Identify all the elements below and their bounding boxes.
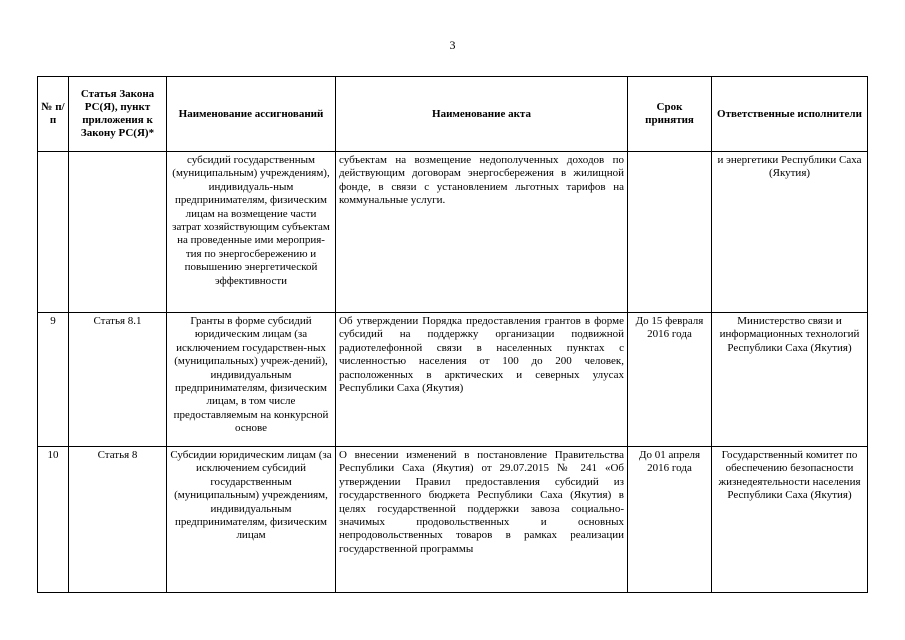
acts-table: [37, 76, 868, 593]
cell-term: До 15 февраля 2016 года: [628, 313, 712, 447]
cell-num: 9: [38, 313, 69, 447]
table-row: [38, 152, 868, 313]
header-name: Наименование ассигнований: [167, 77, 336, 152]
cell-resp: и энергетики Республики Саха (Якутия): [712, 152, 868, 313]
cell-article: [69, 152, 167, 313]
cell-act: О внесении изменений в постановление Правительства Республики Саха (Якутия) от 29.07.2015 № 241 «Об утверждении Правил предоставления субсидий из государственного бюджета Республики Саха (Якутия) в целях государственной поддержки завоза социально-значимых продовольственных и основных непродовольственных товаров в рамках реализации государственной программы: [336, 447, 628, 593]
cell-act: субъектам на возмещение недополученных доходов по действующим договорам энергосбережения в жилищной фонде, в связи с установлением льготных тарифов на коммунальные услуги.: [336, 152, 628, 313]
page-number: 3: [449, 38, 456, 52]
cell-name: субсидий государственным (муниципальным) учреждениям), индивидуаль-ным предпринимателям, физическим лицам на возмещение части затрат хозяйствующим субъектам на проведенные ими мероприя-тия по энергосбережению и повышению энергетической эффективности: [167, 152, 336, 313]
cell-article: Статья 8: [69, 447, 167, 593]
cell-resp: Государственный комитет по обеспечению безопасности жизнедеятельности населения Республики Саха (Якутия): [712, 447, 868, 593]
table-row: [38, 447, 868, 593]
cell-term: [628, 152, 712, 313]
table-header-row: [38, 77, 868, 152]
header-article: Статья Закона РС(Я), пункт приложения к Закону РС(Я)*: [69, 77, 167, 152]
table-row: [38, 313, 868, 447]
cell-article: Статья 8.1: [69, 313, 167, 447]
cell-term: До 01 апреля 2016 года: [628, 447, 712, 593]
cell-act: Об утверждении Порядка предоставления грантов в форме субсидий на поддержку организации подвижной радиотелефонной связи в населенных пунктах с численностью населения от 100 до 200 человек, расположенных в арктических и северных улусах Республики Саха (Якутия): [336, 313, 628, 447]
cell-name: Субсидии юридическим лицам (за исключением субсидий государственным (муниципальным) учреждениям, индивидуальным предпринимателям, физическим лицам: [167, 447, 336, 593]
header-act: Наименование акта: [336, 77, 628, 152]
header-num: № п/п: [38, 77, 69, 152]
cell-num: [38, 152, 69, 313]
header-term: Срок принятия: [628, 77, 712, 152]
cell-num: 10: [38, 447, 69, 593]
cell-name: Гранты в форме субсидий юридическим лицам (за исключением государствен-ных (муниципальных) учреж-дений), индивидуальным предпринимателям, физическим лицам, в том числе предоставляемым на конкурсной основе: [167, 313, 336, 447]
header-resp: Ответственные исполнители: [712, 77, 868, 152]
cell-resp: Министерство связи и информационных технологий Республики Саха (Якутия): [712, 313, 868, 447]
